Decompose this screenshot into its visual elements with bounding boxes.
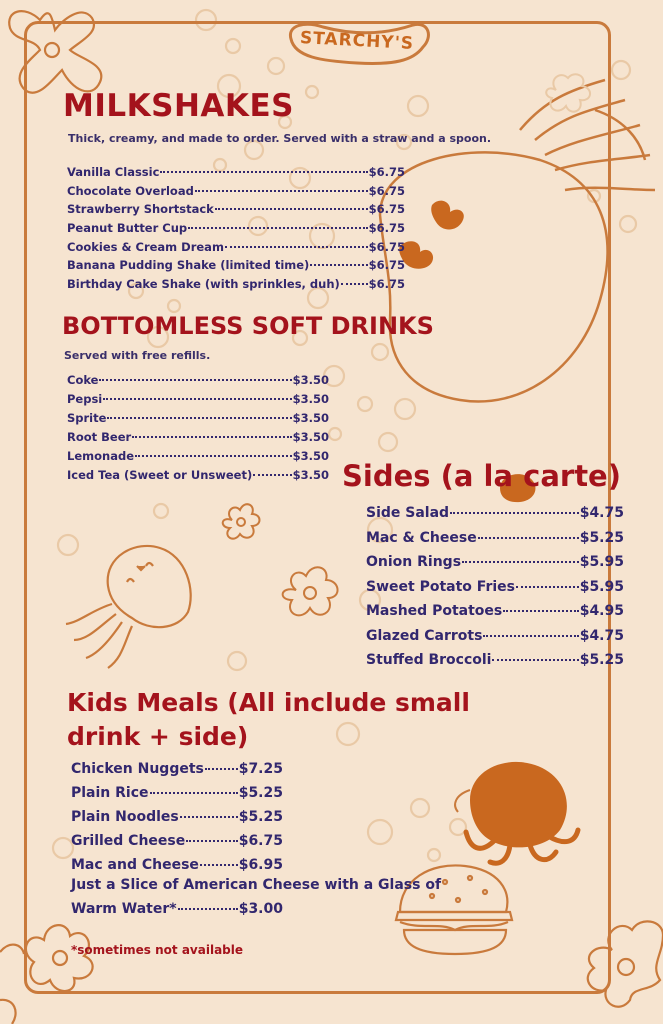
- brand-logo: [283, 17, 431, 69]
- list-item: Peanut Butter Cup $6.75: [67, 221, 405, 236]
- list-item: Chocolate Overload $6.75: [67, 183, 405, 198]
- sides-title: Sides (a la carte): [342, 459, 621, 493]
- special-price: $3.00: [238, 901, 283, 917]
- list-item: Sweet Potato Fries $5.95: [366, 578, 624, 595]
- list-item: Side Salad $4.75: [366, 505, 624, 521]
- list-item: Mac and Cheese $6.95: [71, 857, 283, 873]
- footnote: *sometimes not available: [71, 943, 244, 957]
- list-item: Plain Rice $5.25: [71, 785, 283, 801]
- kids-meals-title-line2: drink + side): [67, 722, 249, 751]
- list-item: Vanilla Classic $6.75: [67, 165, 405, 179]
- special-name: Warm Water*: [71, 901, 177, 917]
- brand-name: STARCHY'S: [299, 28, 415, 54]
- kids-meals-title-line1: Kids Meals (All include small: [67, 688, 470, 717]
- list-item: Coke $3.50: [67, 373, 329, 387]
- soft-drinks-list: [67, 373, 329, 487]
- special-line1: Just a Slice of American Cheese with a Glass of: [71, 877, 442, 893]
- list-item: Strawberry Shortstack $6.75: [67, 202, 405, 217]
- kids-meals-list: [71, 761, 283, 881]
- list-item: Lemonade $3.50: [67, 449, 329, 463]
- list-item: Grilled Cheese $6.75: [71, 833, 283, 849]
- milkshakes-list: [67, 165, 405, 296]
- kids-meals-title: [67, 686, 470, 754]
- kids-meals-special: [71, 873, 451, 921]
- list-item: Mashed Potatoes $4.95: [366, 603, 624, 619]
- list-item: Iced Tea (Sweet or Unsweet) $3.50: [67, 468, 329, 482]
- list-item: Plain Noodles $5.25: [71, 809, 283, 825]
- list-item: Glazed Carrots $4.75: [366, 627, 624, 644]
- list-item: Pepsi $3.50: [67, 392, 329, 406]
- list-item: Root Beer $3.50: [67, 430, 329, 444]
- list-item: Mac & Cheese $5.25: [366, 529, 624, 546]
- sides-list: [366, 505, 624, 677]
- milkshakes-title: MILKSHAKES: [63, 88, 294, 124]
- list-item: Cookies & Cream Dream $6.75: [67, 239, 405, 254]
- list-item: Birthday Cake Shake (with sprinkles, duh) $6.75: [67, 277, 405, 292]
- soft-drinks-description: Served with free refills.: [64, 349, 211, 362]
- special-line2: [71, 897, 283, 921]
- list-item: Stuffed Broccoli $5.25: [366, 652, 624, 668]
- list-item: Onion Rings $5.95: [366, 554, 624, 570]
- milkshakes-description: Thick, creamy, and made to order. Served with a straw and a spoon.: [68, 132, 492, 145]
- list-item: Chicken Nuggets $7.25: [71, 761, 283, 777]
- soft-drinks-title: BOTTOMLESS SOFT DRINKS: [62, 312, 434, 340]
- list-item: Banana Pudding Shake (limited time) $6.75: [67, 258, 405, 273]
- list-item: Sprite $3.50: [67, 411, 329, 425]
